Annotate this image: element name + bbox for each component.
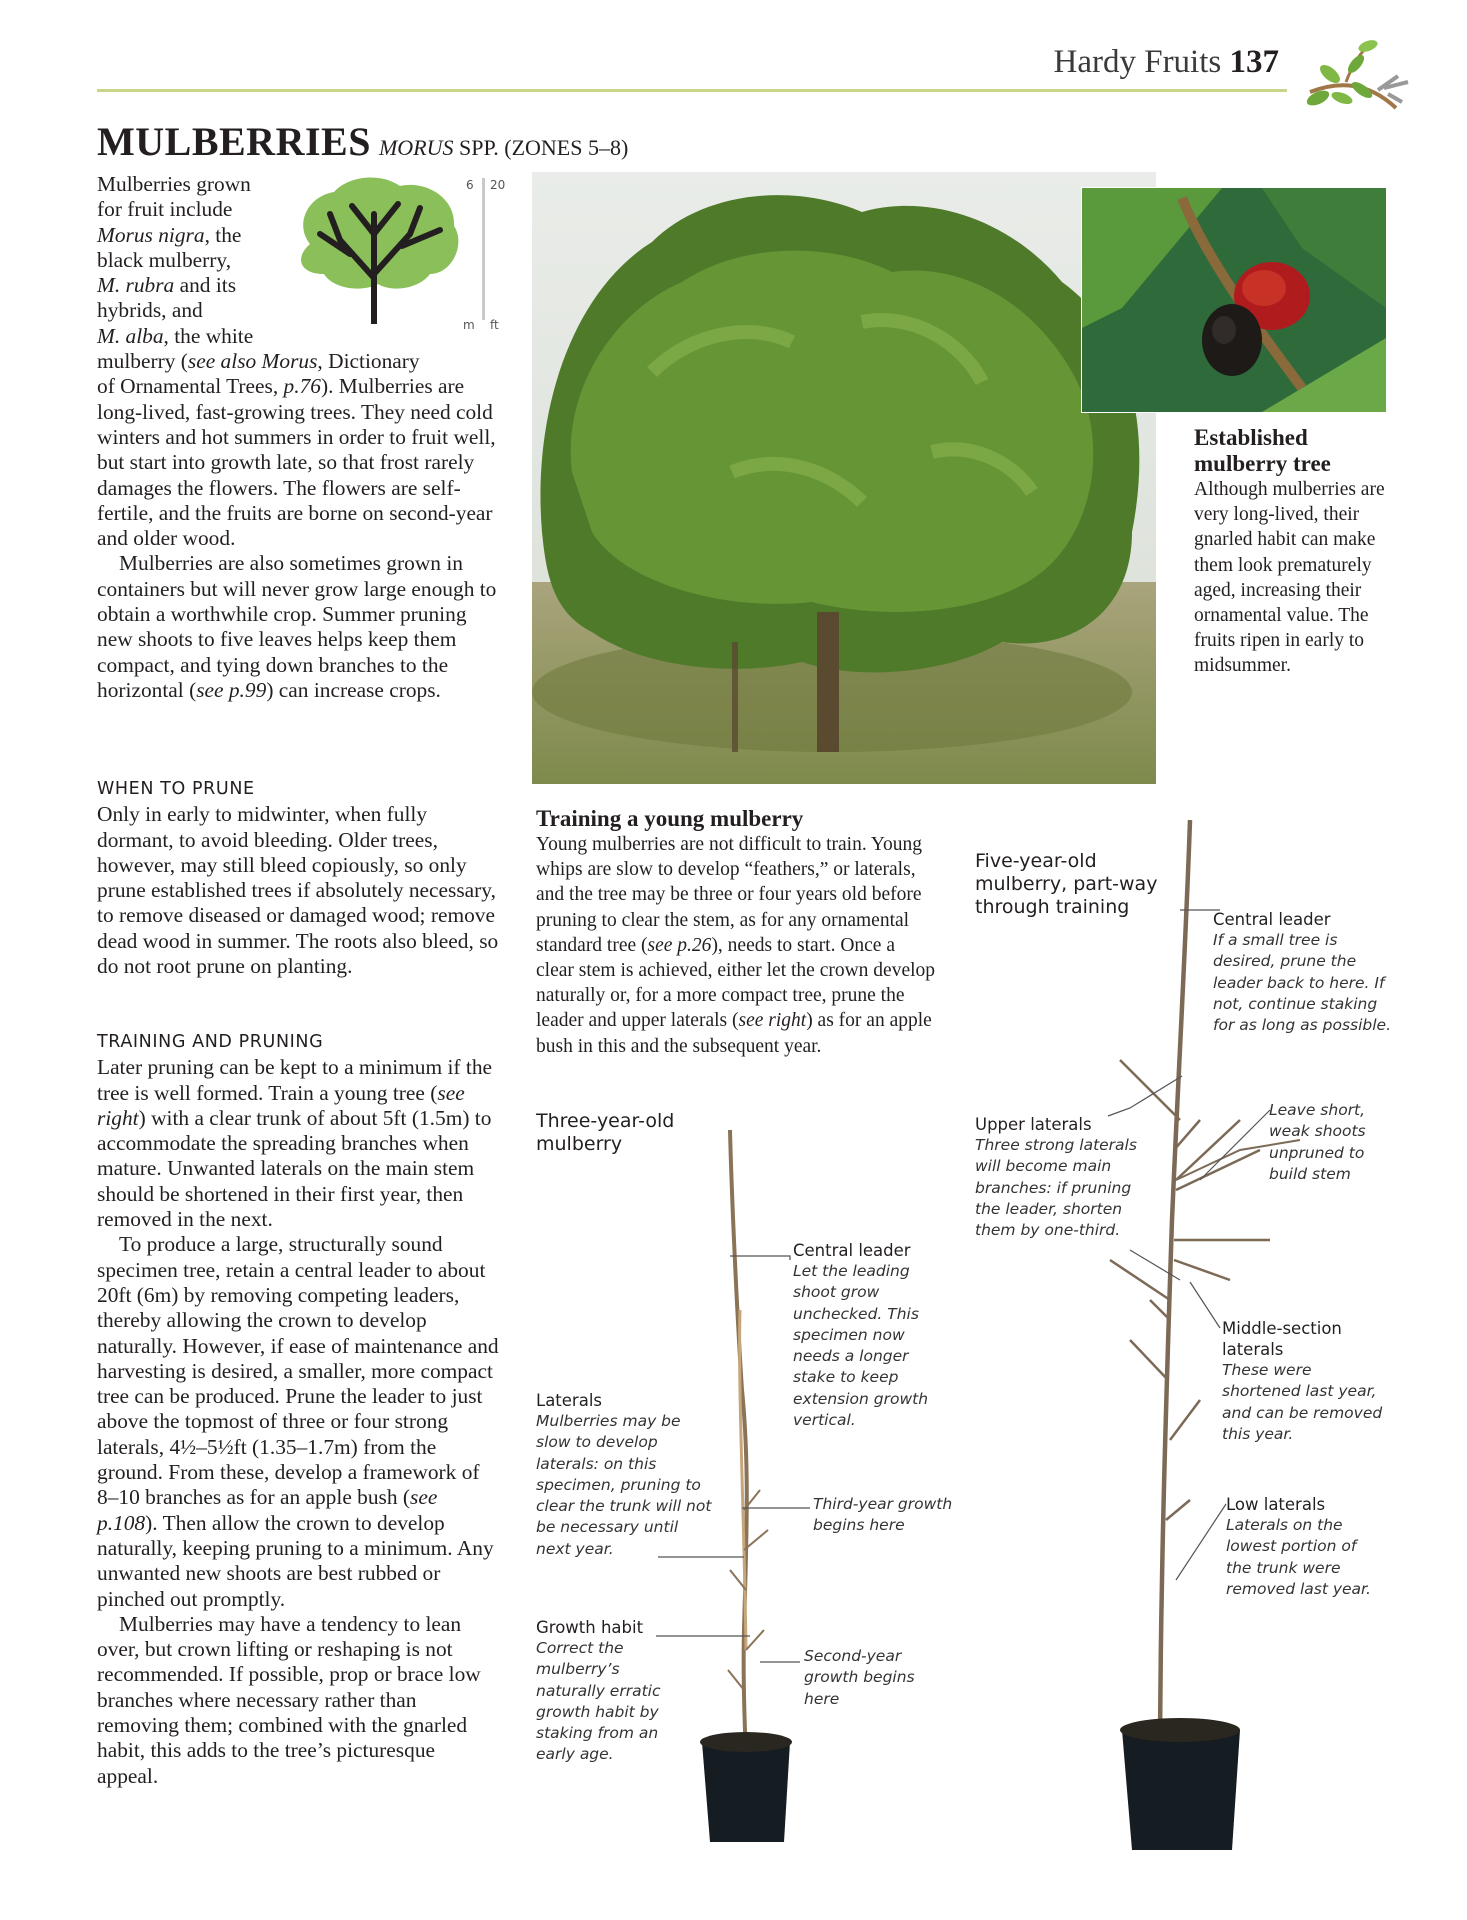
five-year-upper-laterals-body: Three strong laterals will become main branches: if pruning the leader, shorten them by one-third.	[975, 1136, 1137, 1240]
scale-unit-ft: ft	[490, 318, 499, 332]
title-zones: SPP. (ZONES 5–8)	[453, 135, 629, 160]
scale-top-left: 6	[466, 178, 474, 192]
three-year-laterals-head: Laterals	[536, 1391, 602, 1410]
mulberry-fruit-photo	[1081, 187, 1387, 413]
three-year-third-year-label: Third-year growth begins here	[813, 1495, 953, 1535]
training-pruning-p1: Later pruning can be kept to a minimum if the tree is well formed. Train a young tree (see right) with a clear trunk of about 5ft (1.5m) to accommodate the spreading branches when mature. Unwanted laterals on the main stem should be shortened in their first year, then removed in the next.	[97, 1055, 493, 1232]
five-year-leave-short-label: Leave short, weak shoots unpruned to build stem	[1269, 1101, 1366, 1183]
three-year-central-leader-head: Central leader	[793, 1241, 911, 1260]
header-rule	[97, 89, 1287, 92]
five-year-central-leader-body: If a small tree is desired, prune the leader back to here. If not, continue staking for as long as possible.	[1213, 931, 1392, 1035]
title-latin-name: MORUS	[378, 135, 454, 160]
intro-p1-cont: mulberry (see also Morus, Dictionary of Ornamental Trees, p.76). Mulberries are long-lived, fast-growing trees. They need cold winters and hot summers in order to fruit well, but start into growth late, so that frost rarely damages the flowers. The flowers are self-fertile, and the fruits are borne on second-year and older wood.	[97, 349, 496, 551]
established-caption-text: Although mulberries are very long-lived, their gnarled habit can make them look prematurely aged, increasing their ornamental value. The fruits ripen in early to midsummer.	[1194, 479, 1385, 677]
page-number: 137	[1229, 44, 1279, 80]
five-year-low-laterals-body: Laterals on the lowest portion of the trunk were removed last year.	[1226, 1516, 1371, 1598]
scale-unit-m: m	[463, 318, 475, 332]
three-year-title: Three-year-old mulberry	[536, 1110, 675, 1155]
scale-top-right: 20	[490, 178, 506, 192]
training-pruning-p2: To produce a large, structurally sound specimen tree, retain a central leader to about 20ft (6m) by removing competing leaders, thereby allowing the crown to develop naturally. However, if ease of maintenance and harvesting is desired, a smaller, more compact tree can be produced. Prune the leader to just above the topmost of three or four strong laterals, 4½–5½ft (1.35–1.7m) from the ground. From these, develop a framework of 8–10 branches as for an apple bush (see p.108). Then allow the crown to develop naturally, keeping pruning to a minimum. Any unwanted new shoots are best rubbed or pinched out promptly.	[97, 1232, 499, 1611]
training-pruning-p3: Mulberries may have a tendency to lean over, but crown lifting or reshaping is not recommended. If possible, prop or brace low branches where necessary rather than removing them; combined with the gnarled habit, this adds to the tree’s picturesque appeal.	[97, 1611, 481, 1788]
five-year-low-laterals-head: Low laterals	[1226, 1495, 1326, 1514]
three-year-leader-lines	[530, 1240, 830, 1720]
title-common-name: MULBERRIES	[97, 119, 371, 164]
running-header	[1054, 44, 1280, 81]
five-year-middle-section-head: Middle-section laterals	[1222, 1319, 1342, 1359]
section-name: Hardy Fruits	[1053, 44, 1222, 80]
three-year-laterals-body: Mulberries may be slow to develop laterals: on this specimen, pruning to clear the trunk will not be necessary until next year.	[536, 1412, 712, 1558]
five-year-leader-lines	[1090, 900, 1390, 1600]
five-year-upper-laterals-head: Upper laterals	[975, 1115, 1092, 1134]
established-tree-photo	[532, 172, 1156, 784]
intro-p1-head: Mulberries grown for fruit include Morus nigra, the black mulberry, M. rubra and its hybrids, and M. alba, the white	[97, 172, 254, 348]
established-caption-heading: Established mulberry tree	[1194, 425, 1331, 476]
established-caption	[1194, 425, 1394, 679]
three-year-central-leader-body: Let the leading shoot grow unchecked. This specimen now needs a longer stake to keep extension growth vertical.	[793, 1262, 929, 1430]
training-pruning-section	[97, 1030, 499, 1789]
three-year-growth-habit-body: Correct the mulberry’s naturally erratic growth habit by staking from an early age.	[536, 1639, 661, 1764]
when-to-prune-heading: WHEN TO PRUNE	[97, 779, 255, 799]
five-year-middle-section-body: These were shortened last year, and can be removed this year.	[1222, 1361, 1383, 1443]
when-to-prune-section	[97, 777, 499, 979]
leaf-sprig-icon	[1296, 36, 1412, 124]
training-young-section	[536, 806, 936, 1059]
training-young-heading: Training a young mulberry	[536, 806, 804, 831]
training-young-text: Young mulberries are not difficult to train. Young whips are slow to develop “feathers,” or laterals, and the tree may be three or four years old before pruning to clear the stem, as for any ornamental standard tree (see p.26), needs to start. Once a clear stem is achieved, either let the crown develop naturally or, for a more compact tree, prune the leader and upper laterals (see right) as for an apple bush in this and the subsequent year.	[536, 834, 936, 1057]
five-year-central-leader-head: Central leader	[1213, 910, 1331, 929]
three-year-growth-habit-head: Growth habit	[536, 1618, 644, 1637]
three-year-second-year-label: Second-year growth begins here	[804, 1647, 915, 1708]
page-title	[97, 118, 628, 165]
when-to-prune-text: Only in early to midwinter, when fully dormant, to avoid bleeding. Older trees, however, may still bleed copiously, so only prune established trees if absolutely necessary, to remove diseased or damaged wood; remove dead wood in summer. The roots also bleed, so do not root prune on planting.	[97, 802, 499, 979]
intro-p2: Mulberries are also sometimes grown in containers but will never grow large enough to obtain a worthwhile crop. Summer pruning new shoots to five leaves helps keep them compact, and tying down branches to the horizontal (see p.99) can increase crops.	[97, 551, 497, 702]
five-year-title: Five-year-old mulberry, part-way through training	[975, 850, 1158, 918]
intro-text	[97, 172, 497, 703]
training-pruning-heading: TRAINING AND PRUNING	[97, 1032, 324, 1052]
